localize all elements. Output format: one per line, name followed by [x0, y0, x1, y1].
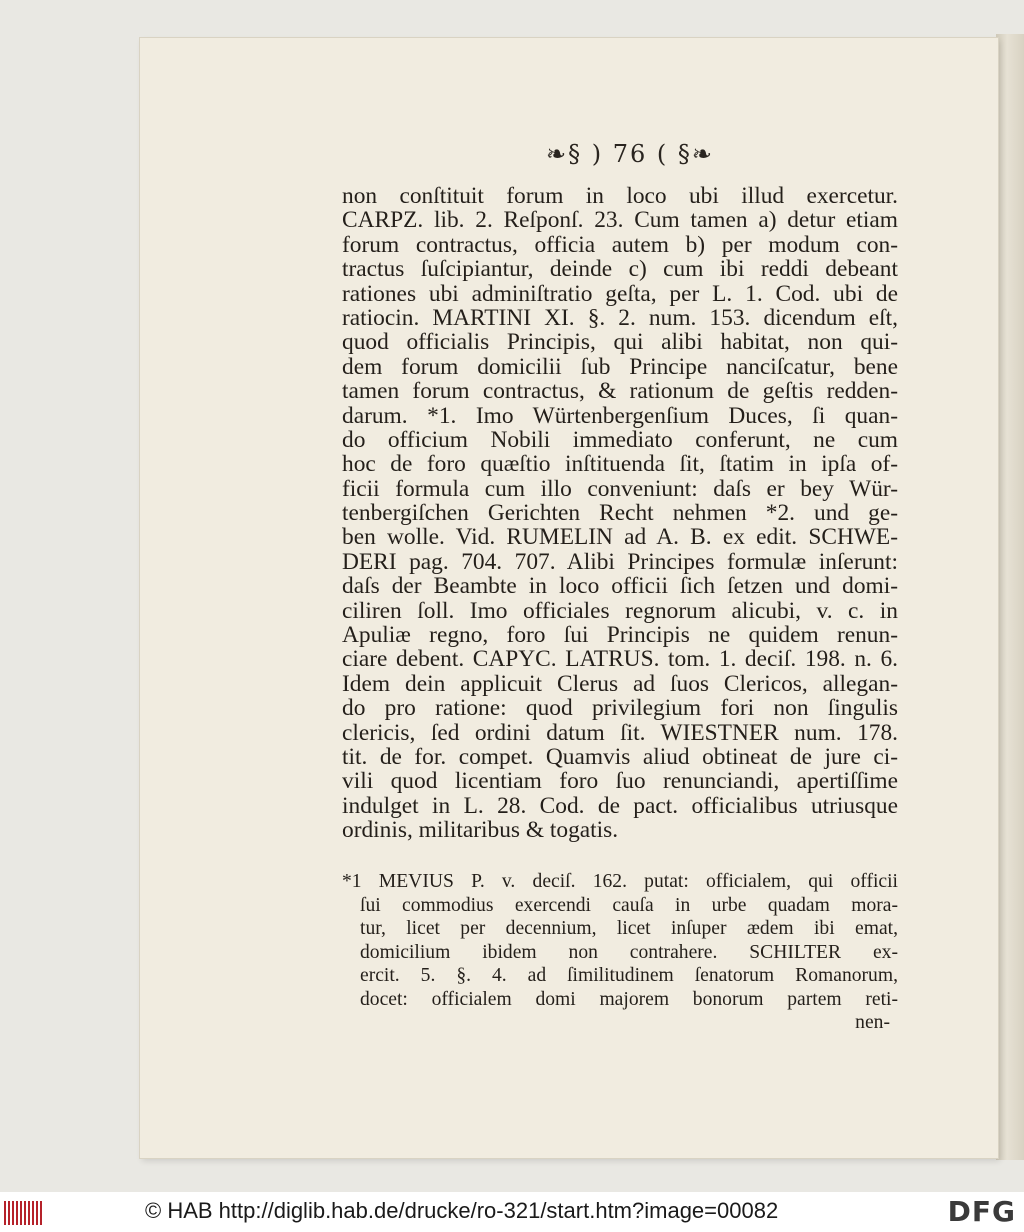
body-line: tractus ſuſcipiantur, deinde c) cum ibi reddi debeant	[342, 256, 898, 283]
body-line: ficii formula cum illo conveniunt: daſs er bey Wür-	[342, 475, 898, 502]
library-barcode-icon	[4, 1201, 44, 1225]
body-line: ciliren ſoll. Imo officiales regnorum alicubi, v. c. in	[342, 597, 898, 624]
body-line: tenbergiſchen Gerichten Recht nehmen *2. und ge-	[342, 500, 898, 527]
body-line: daſs der Beambte in loco officii ſich ſetzen und domi-	[342, 573, 898, 600]
catchword: nen-	[855, 1012, 890, 1033]
body-line: ben wolle. Vid. RUMELIN ad A. B. ex edit. SCHWE-	[342, 524, 898, 551]
body-line: tamen forum contractus, & rationum de geſtis redden-	[342, 378, 898, 405]
body-line: indulget in L. 28. Cod. de pact. officialibus utriusque	[342, 792, 898, 819]
footnote-line: domicilium ibidem non contrahere. SCHILTER ex-	[360, 941, 898, 963]
running-head: ❧§ ) 76 ( §❧	[546, 140, 714, 168]
body-line: vili quod licentiam foro ſuo renunciandi, apertiſſime	[342, 768, 898, 795]
footnote-line: ercit. 5. §. 4. ad ſimilitudinem ſenatorum Romanorum,	[360, 965, 898, 986]
body-line: tit. de for. compet. Quamvis aliud obtineat de jure ci-	[342, 743, 898, 770]
body-line: DERI pag. 704. 707. Alibi Principes formulæ inſerunt:	[342, 548, 898, 575]
body-line: CARPZ. lib. 2. Reſponſ. 23. Cum tamen a) detur etiam	[342, 207, 898, 234]
footnote-line: tur, licet per decennium, licet inſuper ædem ibi emat,	[360, 918, 898, 939]
body-line: do officium Nobili immediato conferunt, ne cum	[342, 426, 898, 453]
footnote-line: *1 MEVIUS P. v. deciſ. 162. putat: officialem, qui officii	[342, 871, 898, 892]
body-line: rationes ubi adminiſtratio geſta, per L. 1. Cod. ubi de	[342, 280, 898, 307]
source-citation: © HAB http://diglib.hab.de/drucke/ro-321/start.htm?image=00082	[145, 1198, 779, 1223]
body-line: Apuliæ regno, foro ſui Principis ne quidem renun-	[342, 622, 898, 649]
body-line: ciare debent. CAPYC. LATRUS. tom. 1. deciſ. 198. n. 6.	[342, 646, 898, 673]
body-line: forum contractus, officia autem b) per modum con-	[342, 231, 898, 258]
next-page-edge	[996, 34, 1024, 1160]
body-line: Idem dein applicuit Clerus ad ſuos Clericos, allegan-	[342, 670, 898, 697]
footnote-line: docet: officialem domi majorem bonorum partem reti-	[360, 988, 898, 1010]
body-line: do pro ratione: quod privilegium fori non ſingulis	[342, 695, 898, 722]
body-line: ratiocin. MARTINI XI. §. 2. num. 153. dicendum eſt,	[342, 304, 898, 331]
body-line: non conſtituit forum in loco ubi illud exercetur.	[342, 183, 898, 209]
body-line: darum. *1. Imo Würtenbergenſium Duces, ſi quan-	[342, 402, 898, 429]
footnote-line: ſui commodius exercendi cauſa in urbe quadam mora-	[360, 894, 898, 916]
body-line: dem forum domicilii ſub Principe nanciſcatur, bene	[342, 353, 898, 380]
body-line: quod officialis Principis, qui alibi habitat, non qui-	[342, 329, 898, 356]
body-line: hoc de foro quæſtio inſtituenda ſit, ſtatim in ipſa of-	[342, 451, 898, 478]
body-line: ordinis, militaribus & togatis.	[342, 817, 619, 844]
body-line: clericis, ſed ordini datum ſit. WIESTNER num. 178.	[342, 719, 898, 746]
dfg-logo: DFG	[947, 1195, 1016, 1228]
body-text	[342, 184, 898, 843]
footnotes	[342, 870, 898, 1011]
viewer-footer	[0, 1192, 1024, 1232]
